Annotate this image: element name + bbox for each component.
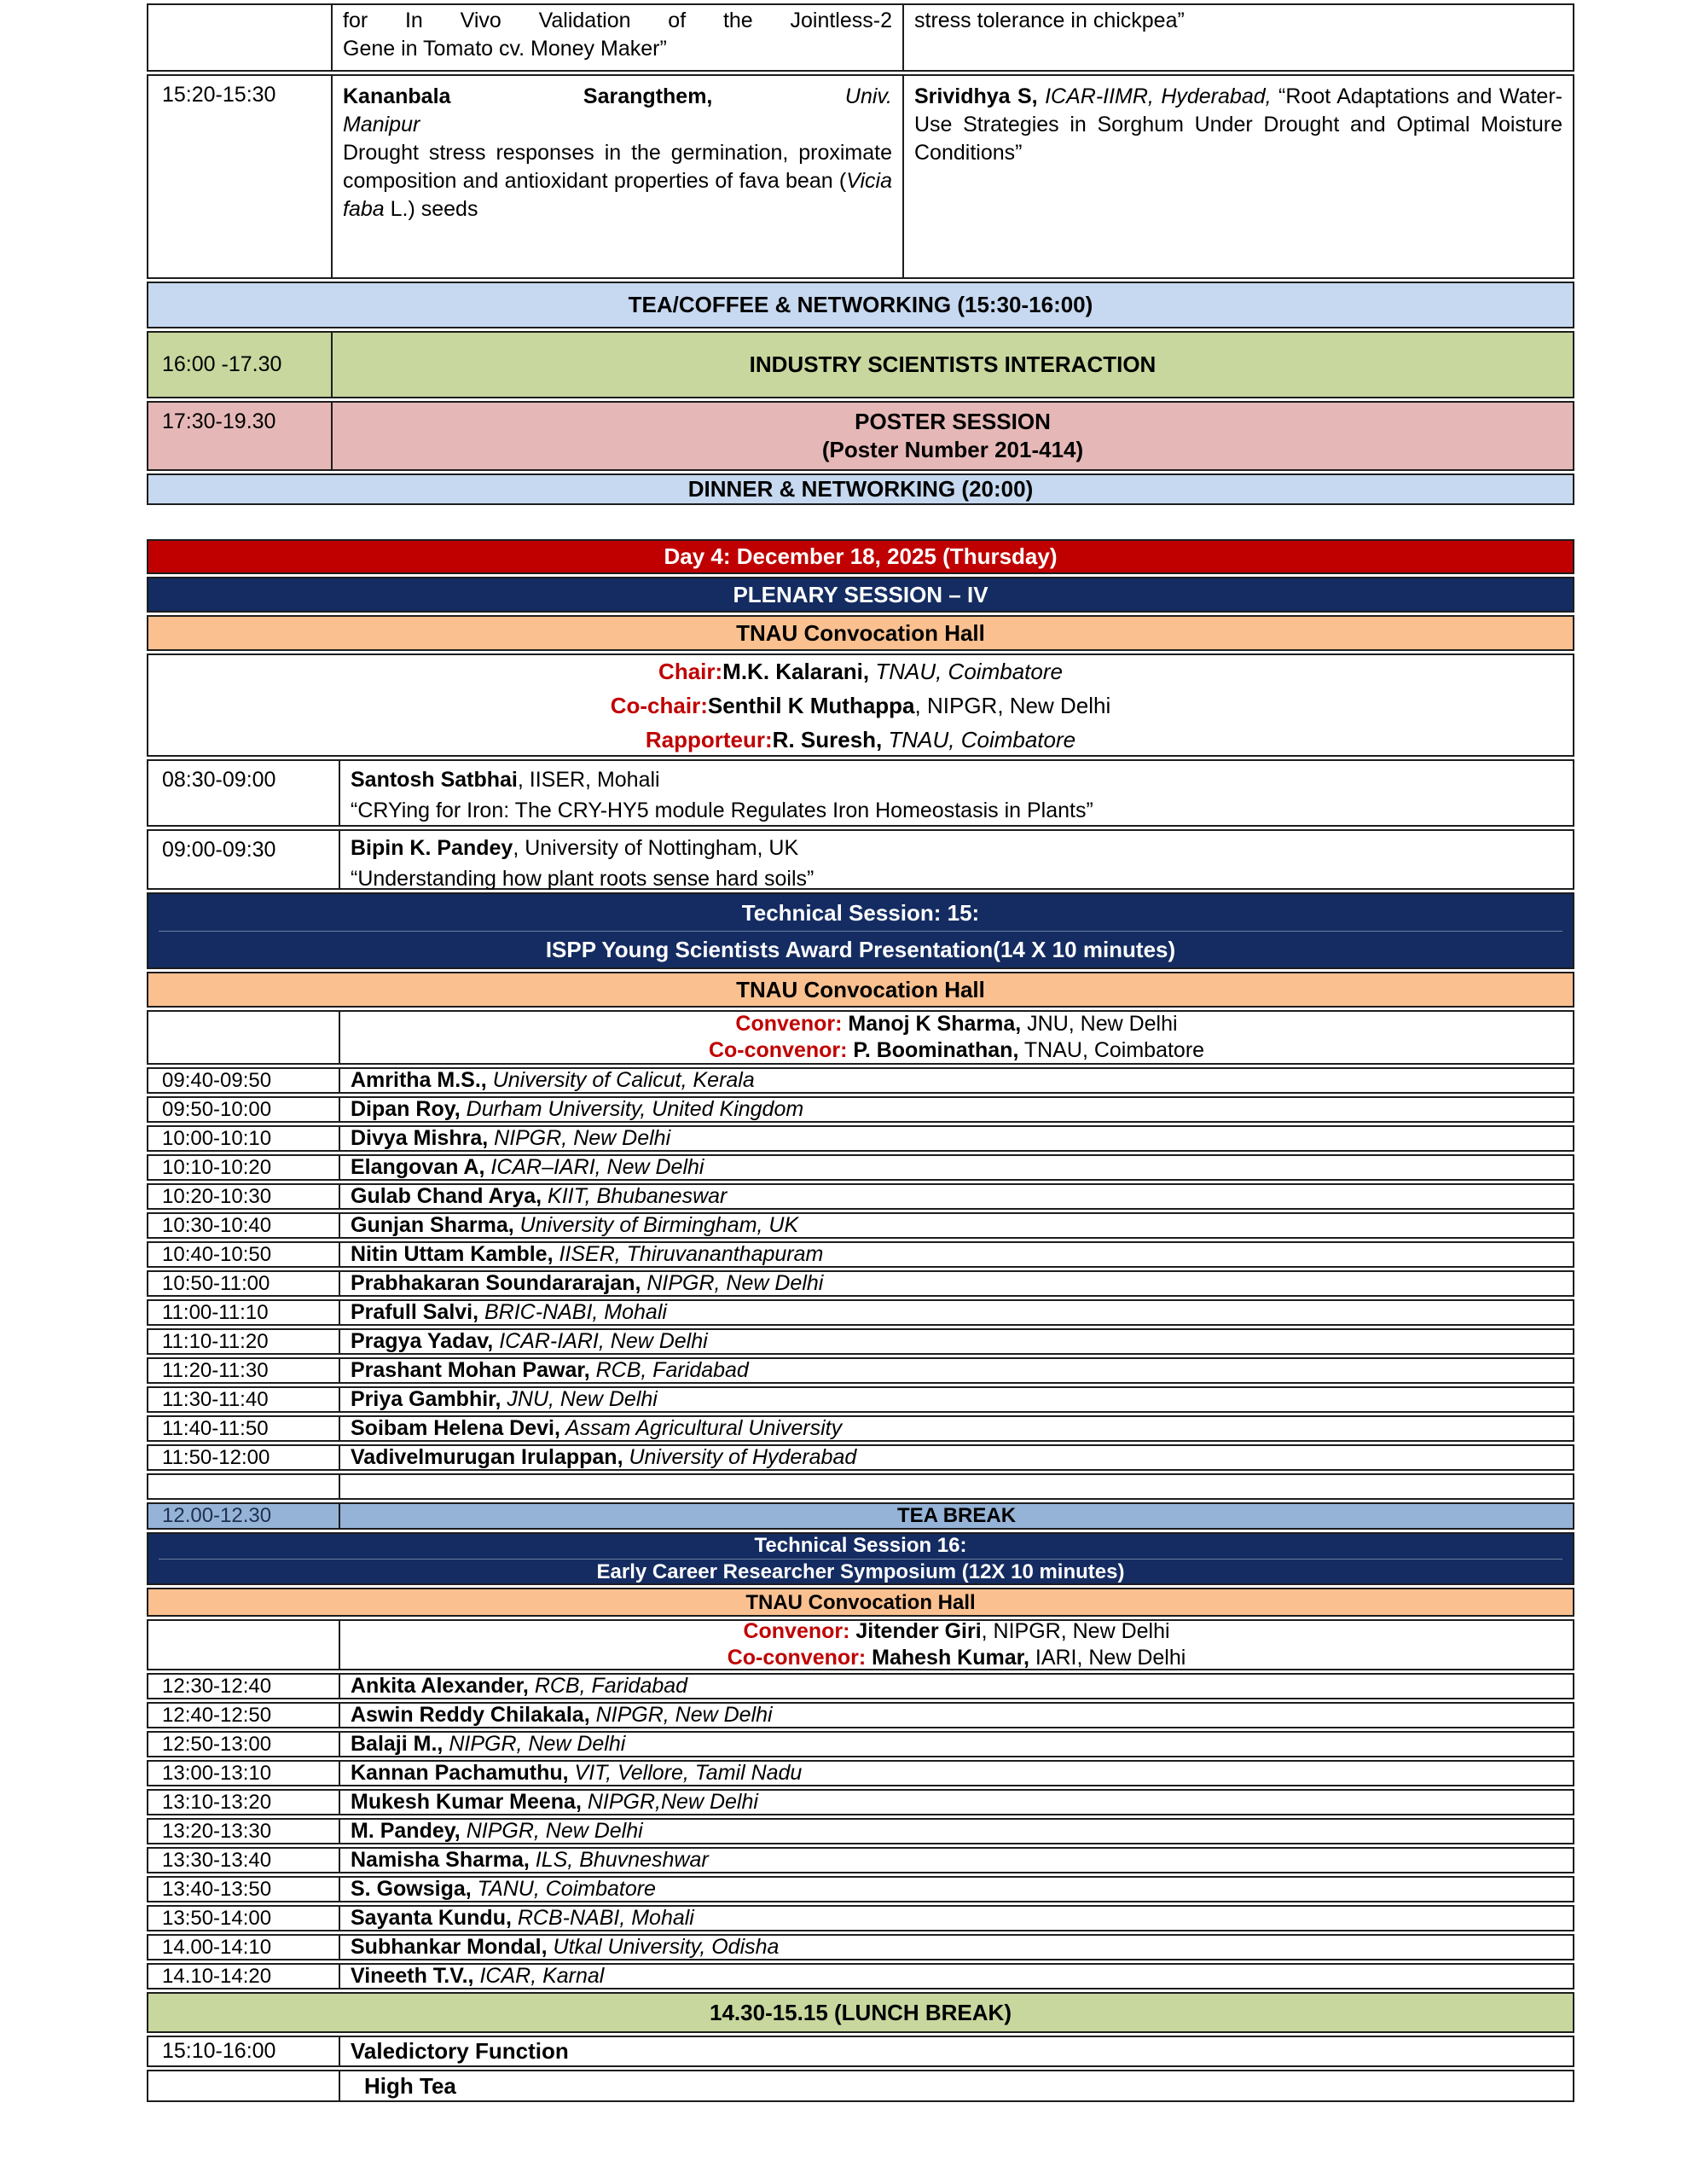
talk-cell bbox=[339, 1388, 1573, 1411]
chairs-row bbox=[147, 653, 1574, 757]
lunch-break-label: 14.30-15.15 (LUNCH BREAK) bbox=[710, 1999, 1012, 2025]
hall-row bbox=[147, 1588, 1574, 1617]
speaker-affiliation: Utkal University, Odisha bbox=[547, 1935, 780, 1959]
speaker-name: Gulab Chand Arya, bbox=[351, 1184, 542, 1208]
hall-label: TNAU Convocation Hall bbox=[736, 619, 985, 646]
talk-cell bbox=[339, 1704, 1573, 1727]
speaker-name: Aswin Reddy Chilakala, bbox=[351, 1703, 590, 1727]
time-cell: 11:30-11:40 bbox=[162, 1387, 269, 1411]
speaker-name: Kannan Pachamuthu, bbox=[351, 1761, 569, 1785]
talk-row bbox=[147, 1818, 1574, 1844]
time-cell: 13:10-13:20 bbox=[162, 1790, 272, 1814]
speaker-name: Prafull Salvi, bbox=[351, 1300, 479, 1324]
convenor-label: Convenor: bbox=[743, 1619, 850, 1643]
cochair-name: Senthil K Muthappa bbox=[707, 692, 915, 718]
hall-label: TNAU Convocation Hall bbox=[745, 1590, 976, 1614]
speaker-name: Soibam Helena Devi, bbox=[351, 1416, 560, 1440]
time-cell: 13:00-13:10 bbox=[162, 1761, 272, 1785]
time-cell: 13:50-14:00 bbox=[162, 1906, 272, 1930]
speaker-name: Vineeth T.V., bbox=[351, 1964, 474, 1988]
hall-row bbox=[147, 972, 1574, 1008]
talk-cell bbox=[339, 1127, 1573, 1150]
coconvenor-line bbox=[351, 1037, 1562, 1064]
time-cell: 09:50-10:00 bbox=[162, 1097, 272, 1121]
time-cell bbox=[148, 1621, 339, 1669]
talk-row bbox=[147, 1328, 1574, 1355]
poster-session-cell bbox=[331, 403, 1573, 469]
valedictory-label: Valedictory Function bbox=[351, 2038, 569, 2064]
speaker-name: Balaji M., bbox=[351, 1732, 443, 1756]
speaker-affiliation: ILS, Bhuvneshwar bbox=[529, 1848, 709, 1872]
speaker-affiliation: KIIT, Bhubaneswar bbox=[542, 1184, 728, 1208]
time-cell: 12.00-12.30 bbox=[162, 1504, 272, 1527]
talk-row bbox=[147, 1963, 1574, 1989]
speaker-affiliation: ICAR–IARI, New Delhi bbox=[484, 1155, 704, 1179]
tea-break-label: TEA BREAK bbox=[339, 1504, 1573, 1528]
talk-title-line: for In Vivo Validation of the Jointless-2 bbox=[343, 9, 892, 32]
tea-coffee-row bbox=[147, 282, 1574, 328]
talk-row bbox=[147, 1212, 1574, 1239]
talk-cell bbox=[339, 1359, 1573, 1382]
talk-cell bbox=[339, 1675, 1573, 1698]
session15-convenors-row bbox=[147, 1010, 1574, 1065]
time-cell: 12:40-12:50 bbox=[162, 1703, 272, 1727]
convenor-name: Manoj K Sharma, bbox=[842, 1012, 1022, 1036]
speaker-name: Sayanta Kundu, bbox=[351, 1906, 512, 1930]
speaker-affiliation: ICAR-IIMR, Hyderabad, bbox=[1037, 84, 1272, 108]
talk-cell bbox=[339, 1185, 1573, 1208]
talk-cell bbox=[339, 1272, 1573, 1295]
session16-header-row bbox=[147, 1532, 1574, 1585]
talk-cell bbox=[339, 1820, 1573, 1843]
empty-cell bbox=[339, 1475, 1573, 1498]
speaker-name: Prabhakaran Soundararajan, bbox=[351, 1271, 641, 1295]
speaker-name: Srividhya S, bbox=[914, 84, 1038, 108]
valedictory-cell bbox=[339, 2037, 1573, 2065]
speaker-name: Dipan Roy, bbox=[351, 1097, 461, 1121]
time-cell: 10:10-10:20 bbox=[162, 1155, 272, 1179]
speaker-affiliation: University of Hyderabad bbox=[623, 1445, 857, 1469]
session15-title: Technical Session: 15: bbox=[741, 899, 980, 926]
time-cell: 10:30-10:40 bbox=[162, 1213, 272, 1237]
chair-name: M.K. Kalarani, bbox=[722, 658, 870, 684]
talk-cell bbox=[331, 5, 902, 70]
coconvenor-name: Mahesh Kumar, bbox=[866, 1646, 1029, 1670]
speaker-affiliation: ICAR-IARI, New Delhi bbox=[493, 1329, 708, 1353]
speaker-affiliation: NIPGR, New Delhi bbox=[460, 1819, 643, 1843]
table-row-partial bbox=[147, 3, 1574, 72]
coconvenor-name: P. Boominathan, bbox=[847, 1038, 1019, 1062]
cochair-label: Co-chair: bbox=[610, 692, 708, 718]
day4-header-row bbox=[147, 539, 1574, 574]
time-cell: 11:20-11:30 bbox=[162, 1358, 269, 1382]
hall-row bbox=[147, 615, 1574, 651]
valedictory-row bbox=[147, 2036, 1574, 2067]
talk-row bbox=[147, 1847, 1574, 1873]
talk-cell bbox=[339, 1791, 1573, 1814]
talk-title: Drought stress responses in the germination, proximate composition and antioxidant properties of fava bean (Vicia faba L.) seeds bbox=[343, 141, 892, 221]
time-cell: 10:40-10:50 bbox=[162, 1242, 272, 1266]
speaker-name: Mukesh Kumar Meena, bbox=[351, 1790, 582, 1814]
speaker-affiliation: JNU, New Delhi bbox=[501, 1387, 658, 1411]
talk-row bbox=[147, 1934, 1574, 1960]
speaker-affiliation: NIPGR, New Delhi bbox=[488, 1126, 671, 1150]
speaker-affiliation: NIPGR, New Delhi bbox=[589, 1703, 773, 1727]
divider bbox=[159, 1559, 1562, 1560]
talk-cell bbox=[339, 1878, 1573, 1901]
coconvenor-line bbox=[351, 1645, 1562, 1671]
speaker-affiliation: RCB, Faridabad bbox=[589, 1358, 749, 1382]
time-cell: 13:40-13:50 bbox=[162, 1877, 272, 1901]
chair-label: Chair: bbox=[658, 658, 723, 684]
talk-cell bbox=[339, 831, 1573, 891]
talk-row bbox=[147, 1444, 1574, 1471]
speaker-name: Gunjan Sharma, bbox=[351, 1213, 514, 1237]
rapporteur-line bbox=[159, 723, 1562, 757]
time-cell: 17:30-19.30 bbox=[162, 410, 276, 433]
dinner-row bbox=[147, 473, 1574, 505]
cochair-line bbox=[159, 688, 1562, 723]
rapporteur-name: R. Suresh, bbox=[772, 726, 883, 752]
speaker-affiliation: BRIC-NABI, Mohali bbox=[478, 1300, 667, 1324]
talk-cell bbox=[339, 1098, 1573, 1121]
coconvenor-affiliation: IARI, New Delhi bbox=[1029, 1646, 1186, 1670]
speaker-name: Subhankar Mondal, bbox=[351, 1935, 548, 1959]
plenary-talk-row bbox=[147, 759, 1574, 827]
talk-cell bbox=[339, 1243, 1573, 1266]
talk-title-line: Gene in Tomato cv. Money Maker” bbox=[343, 37, 667, 61]
time-cell: 13:30-13:40 bbox=[162, 1848, 272, 1872]
high-tea-row bbox=[147, 2070, 1574, 2102]
talk-row bbox=[147, 1241, 1574, 1268]
poster-number-label: (Poster Number 201-414) bbox=[821, 437, 1084, 462]
speaker-affiliation: NIPGR,New Delhi bbox=[581, 1790, 758, 1814]
time-cell: 11:00-11:10 bbox=[162, 1300, 269, 1324]
talk-row bbox=[147, 1415, 1574, 1442]
speaker-affiliation: Univ. bbox=[844, 84, 892, 108]
talk-cell bbox=[339, 1069, 1573, 1092]
speaker-affiliation: University of Calicut, Kerala bbox=[486, 1068, 755, 1092]
tea-break-row bbox=[147, 1502, 1574, 1530]
time-cell: 11:10-11:20 bbox=[162, 1329, 269, 1353]
speaker-affiliation: Manipur bbox=[343, 113, 420, 136]
talk-row bbox=[147, 1096, 1574, 1123]
industry-interaction-label: INDUSTRY SCIENTISTS INTERACTION bbox=[331, 333, 1573, 397]
speaker-affiliation: NIPGR, New Delhi bbox=[641, 1271, 824, 1295]
talk-row bbox=[147, 1876, 1574, 1902]
talk-row bbox=[147, 1905, 1574, 1931]
talk-title: “Root Adaptations and Water-Use Strategies in Sorghum Under Drought and Optimal Moisture Conditions” bbox=[914, 84, 1562, 165]
time-cell: 15:10-16:00 bbox=[162, 2039, 276, 2063]
convenor-name: Jitender Giri bbox=[849, 1619, 982, 1643]
time-cell: 11:40-11:50 bbox=[162, 1416, 269, 1440]
speaker-name: M. Pandey, bbox=[351, 1819, 461, 1843]
time-cell: 10:00-10:10 bbox=[162, 1126, 272, 1150]
talk-row bbox=[147, 1760, 1574, 1786]
talk-cell bbox=[339, 1446, 1573, 1469]
time-cell: 09:40-09:50 bbox=[162, 1068, 272, 1092]
session16-convenors-row bbox=[147, 1619, 1574, 1670]
talk-cell bbox=[339, 1301, 1573, 1324]
talk-row bbox=[147, 1731, 1574, 1757]
plenary-session-label: PLENARY SESSION – IV bbox=[733, 581, 988, 607]
speaker-affiliation: TANU, Coimbatore bbox=[471, 1877, 656, 1901]
speaker-name: Prashant Mohan Pawar, bbox=[351, 1358, 590, 1382]
rapporteur-affiliation: TNAU, Coimbatore bbox=[882, 726, 1076, 752]
day4-header-label: Day 4: December 18, 2025 (Thursday) bbox=[664, 543, 1058, 569]
talk-row bbox=[147, 1270, 1574, 1297]
plenary-session-header-row bbox=[147, 577, 1574, 613]
talk-row bbox=[147, 1125, 1574, 1152]
speaker-affiliation: RCB, Faridabad bbox=[528, 1674, 688, 1698]
talk-title-line: stress tolerance in chickpea” bbox=[914, 9, 1185, 32]
time-cell bbox=[148, 1012, 339, 1063]
talk-row bbox=[147, 1154, 1574, 1181]
talk-cell bbox=[339, 761, 1573, 825]
talk-cell bbox=[339, 1936, 1573, 1959]
speaker-name: Nitin Uttam Kamble, bbox=[351, 1242, 554, 1266]
talk-cell bbox=[902, 5, 1573, 70]
speaker-affiliation: University of Birmingham, UK bbox=[513, 1213, 799, 1237]
session16-title: Technical Session 16: bbox=[754, 1533, 967, 1557]
speaker-affiliation: , IISER, Mohali bbox=[517, 768, 660, 792]
table-row-1520 bbox=[147, 74, 1574, 279]
time-cell: 14.10-14:20 bbox=[162, 1964, 272, 1988]
cochair-affiliation: , NIPGR, New Delhi bbox=[914, 692, 1111, 718]
talk-row bbox=[147, 1386, 1574, 1413]
speaker-name: Namisha Sharma, bbox=[351, 1848, 530, 1872]
coconvenor-label: Co-convenor: bbox=[708, 1038, 848, 1062]
convenor-line bbox=[351, 1618, 1562, 1645]
plenary-talk-row bbox=[147, 829, 1574, 890]
talk-row bbox=[147, 1357, 1574, 1384]
speaker-name: Kananbala Sarangthem, bbox=[343, 84, 713, 108]
convenor-affiliation: , NIPGR, New Delhi bbox=[981, 1619, 1170, 1643]
dinner-label: DINNER & NETWORKING (20:00) bbox=[687, 476, 1034, 502]
talk-cell bbox=[339, 1330, 1573, 1353]
speaker-name: Santosh Satbhai bbox=[351, 768, 518, 792]
talk-cell bbox=[339, 1762, 1573, 1785]
session15-header-row bbox=[147, 892, 1574, 969]
talk-row bbox=[147, 1067, 1574, 1094]
coconvenor-label: Co-convenor: bbox=[727, 1646, 867, 1670]
speaker-name: S. Gowsiga, bbox=[351, 1877, 472, 1901]
speaker-affiliation: RCB-NABI, Mohali bbox=[511, 1906, 694, 1930]
talk-cell bbox=[339, 1156, 1573, 1179]
industry-interaction-row bbox=[147, 331, 1574, 398]
time-cell: 12:30-12:40 bbox=[162, 1674, 272, 1698]
talk-cell bbox=[339, 1907, 1573, 1930]
talk-title: “CRYing for Iron: The CRY-HY5 module Regulates Iron Homeostasis in Plants” bbox=[351, 799, 1093, 822]
time-cell: 13:20-13:30 bbox=[162, 1819, 272, 1843]
speaker-name: Vadivelmurugan Irulappan, bbox=[351, 1445, 623, 1469]
speaker-affiliation: Assam Agricultural University bbox=[559, 1416, 843, 1440]
talk-cell bbox=[339, 1849, 1573, 1872]
talk-row bbox=[147, 1299, 1574, 1326]
speaker-name: Bipin K. Pandey bbox=[351, 836, 513, 860]
talk-row bbox=[147, 1673, 1574, 1699]
session16-subtitle: Early Career Researcher Symposium (12X 10 minutes) bbox=[596, 1560, 1125, 1583]
time-cell: 09:00-09:30 bbox=[162, 838, 276, 862]
talk-cell bbox=[902, 76, 1573, 277]
speaker-affiliation: ICAR, Karnal bbox=[473, 1964, 605, 1988]
speaker-name: Elangovan A, bbox=[351, 1155, 485, 1179]
lunch-break-row bbox=[147, 1992, 1574, 2033]
speaker-name: Ankita Alexander, bbox=[351, 1674, 529, 1698]
speaker-affiliation: NIPGR, New Delhi bbox=[443, 1732, 626, 1756]
speaker-affiliation: Durham University, United Kingdom bbox=[460, 1097, 804, 1121]
talk-row bbox=[147, 1183, 1574, 1210]
coconvenor-affiliation: TNAU, Coimbatore bbox=[1018, 1038, 1205, 1062]
poster-session-row bbox=[147, 401, 1574, 471]
time-cell bbox=[148, 1475, 339, 1498]
time-cell: 15:20-15:30 bbox=[162, 83, 276, 107]
time-cell: 14.00-14:10 bbox=[162, 1935, 272, 1959]
talk-title: “Understanding how plant roots sense hard soils” bbox=[351, 867, 815, 891]
time-cell: 08:30-09:00 bbox=[162, 768, 276, 792]
speaker-name: Amritha M.S., bbox=[351, 1068, 487, 1092]
speaker-name: Priya Gambhir, bbox=[351, 1387, 501, 1411]
speaker-affiliation: VIT, Vellore, Tamil Nadu bbox=[568, 1761, 803, 1785]
high-tea-label: High Tea bbox=[364, 2072, 456, 2099]
time-cell: 10:20-10:30 bbox=[162, 1184, 272, 1208]
time-cell: 11:50-12:00 bbox=[162, 1445, 270, 1469]
talk-cell bbox=[331, 76, 902, 277]
convenor-affiliation: JNU, New Delhi bbox=[1021, 1012, 1178, 1036]
chair-line bbox=[159, 654, 1562, 688]
divider bbox=[159, 931, 1562, 932]
rapporteur-label: Rapporteur: bbox=[645, 726, 773, 752]
speaker-name: Pragya Yadav, bbox=[351, 1329, 494, 1353]
talk-row bbox=[147, 1789, 1574, 1815]
speaker-affiliation: , University of Nottingham, UK bbox=[513, 836, 799, 860]
convenor-line bbox=[351, 1011, 1562, 1037]
talk-cell bbox=[339, 1965, 1573, 1988]
tea-coffee-label: TEA/COFFEE & NETWORKING (15:30-16:00) bbox=[628, 292, 1093, 317]
hall-label: TNAU Convocation Hall bbox=[736, 976, 985, 1002]
talk-cell bbox=[339, 1417, 1573, 1440]
session15-subtitle: ISPP Young Scientists Award Presentation(14 X 10 minutes) bbox=[545, 936, 1176, 962]
time-cell bbox=[148, 5, 331, 70]
time-cell: 12:50-13:00 bbox=[162, 1732, 272, 1756]
day3-schedule-table bbox=[147, 3, 1574, 505]
day4-schedule-table bbox=[147, 539, 1574, 2102]
talk-row bbox=[147, 1702, 1574, 1728]
talk-cell bbox=[339, 1214, 1573, 1237]
chair-affiliation: TNAU, Coimbatore bbox=[869, 658, 1063, 684]
time-cell: 10:50-11:00 bbox=[162, 1271, 270, 1295]
poster-session-label: POSTER SESSION bbox=[855, 409, 1051, 434]
time-cell bbox=[148, 2071, 339, 2100]
time-cell: 16:00 -17.30 bbox=[162, 352, 282, 376]
convenor-label: Convenor: bbox=[735, 1012, 843, 1036]
speaker-name: Divya Mishra, bbox=[351, 1126, 489, 1150]
high-tea-cell bbox=[339, 2071, 1573, 2100]
speaker-affiliation: IISER, Thiruvananthapuram bbox=[553, 1242, 824, 1266]
talk-cell bbox=[339, 1733, 1573, 1756]
empty-row bbox=[147, 1473, 1574, 1500]
